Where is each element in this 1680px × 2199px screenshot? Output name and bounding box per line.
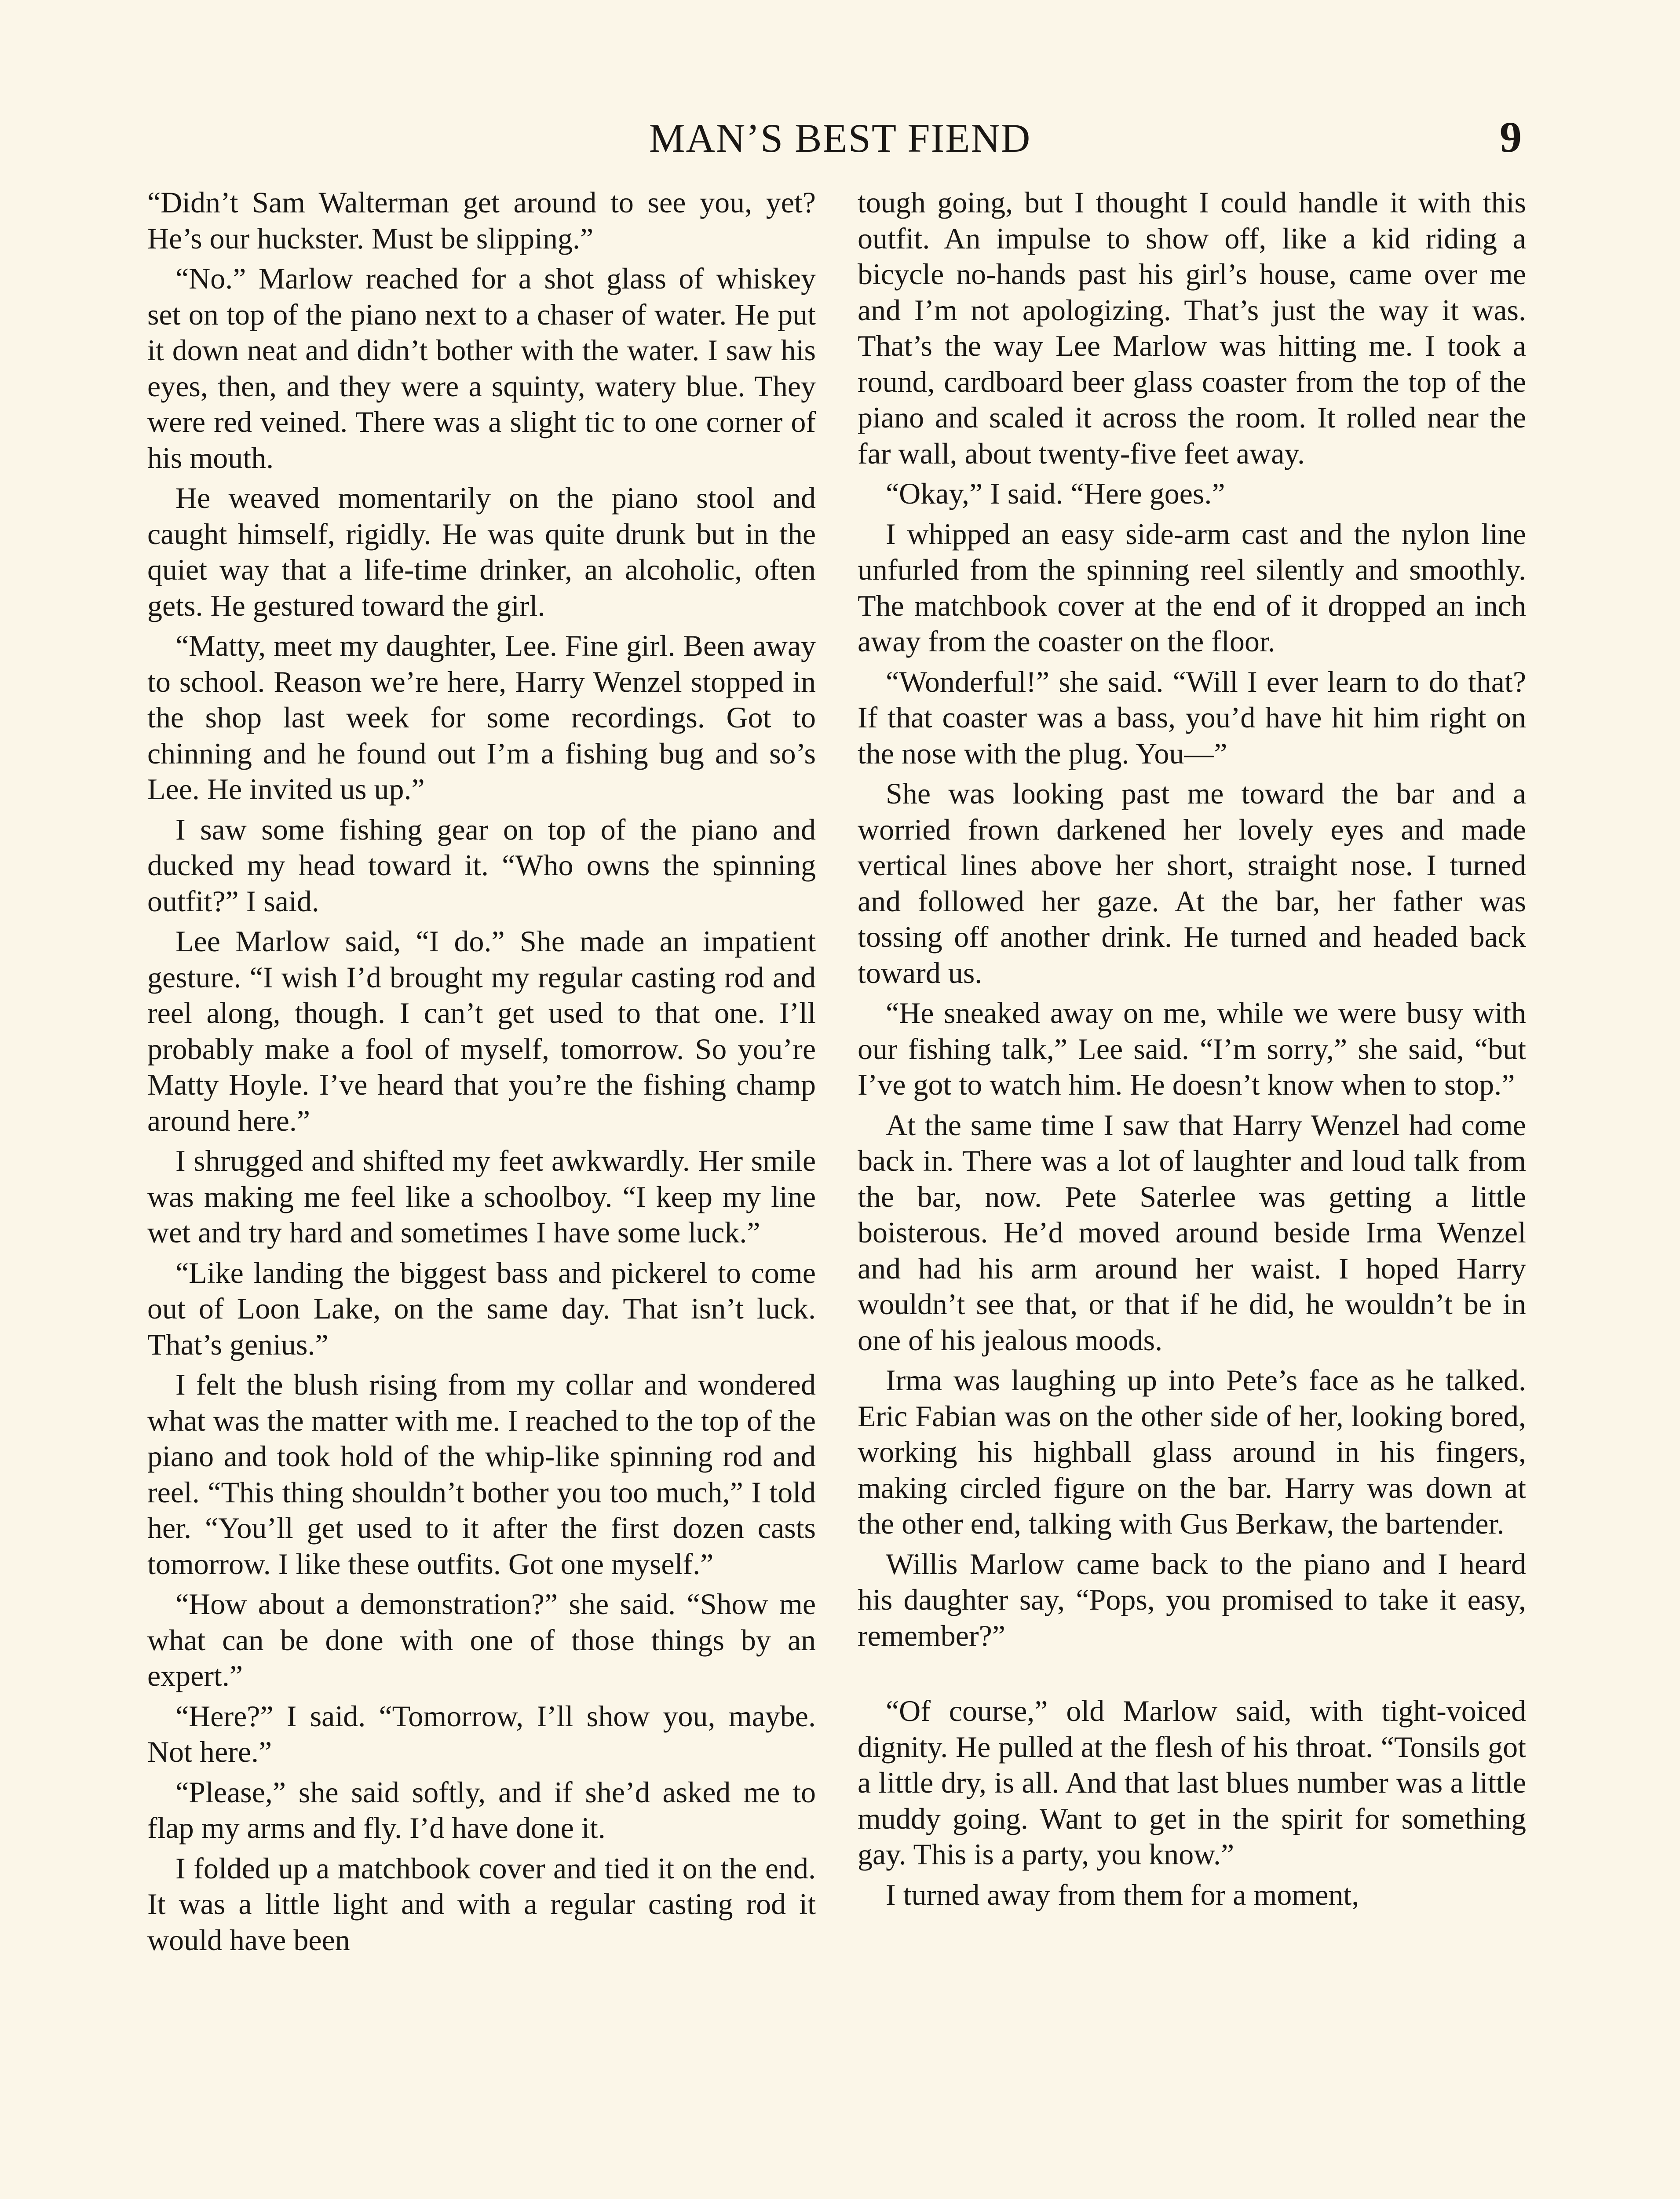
paragraph: At the same time I saw that Harry Wenzel had come back in. There was a lot of laughter and loud talk from the bar, now. Pete Saterlee was getting a little boisterous. He’d moved around beside Irma Wenzel and had his arm around her waist. I hoped Harry wouldn’t see that, or that if he did, he wouldn’t be in one of his jealous moods. xyxy=(858,1108,1526,1357)
paragraph: I saw some fishing gear on top of the piano and ducked my head toward it. “Who owns the spinning outfit?” I said. xyxy=(147,812,816,918)
paragraph: “Okay,” I said. “Here goes.” xyxy=(886,477,1225,510)
paragraph: I felt the blush rising from my collar and wondered what was the matter with me. I reached to the top of the piano and took hold of the whip-like spinning rod and reel. “This thing shouldn’t bother you too much,” I told her. “You’ll get used to it after the first dozen casts tomorrow. I like these outfits. Got one myself.” xyxy=(147,1368,816,1581)
paragraph: “Matty, meet my daughter, Lee. Fine girl. Been away to school. Reason we’re here, Harry Wenzel stopped in the shop last week for some recordings. Got to chinning and he found out I’m a fishing bug and so’s Lee. He invited us up.” xyxy=(147,629,816,806)
paragraph: “Please,” she said softly, and if she’d asked me to flap my arms and fly. I’d have done it. xyxy=(147,1775,816,1845)
paragraph: Lee Marlow said, “I do.” She made an impatient gesture. “I wish I’d brought my regular casting rod and reel along, though. I can’t get used to that one. I’ll probably make a fool of myself, tomorrow. So you’re Matty Hoyle. I’ve heard that you’re the fishing champ around here.” xyxy=(147,924,816,1137)
paragraph: He weaved momentarily on the piano stool and caught himself, rigidly. He was quite drunk but in the quiet way that a life-time drinker, an alcoholic, often gets. He gestured toward the girl. xyxy=(147,481,816,622)
paragraph: “No.” Marlow reached for a shot glass of whiskey set on top of the piano next to a chaser of water. He put it down neat and didn’t bother with the water. I saw his eyes, then, and they were a squinty, watery blue. They were red veined. There was a slight tic to one corner of his mouth. xyxy=(147,262,816,475)
paragraph: She was looking past me toward the bar and a worried frown darkened her lovely eyes and made vertical lines above her short, straight nose. I turned and followed her gaze. At the bar, her father was tossing off another drink. He turned and headed back toward us. xyxy=(858,777,1526,990)
paragraph: “Like landing the biggest bass and pickerel to come out of Loon Lake, on the same day. That isn’t luck. That’s genius.” xyxy=(147,1256,816,1361)
paragraph: I whipped an easy side-arm cast and the nylon line unfurled from the spinning reel silently and smoothly. The matchbook cover at the end of it dropped an inch away from the coaster on the floor. xyxy=(858,517,1526,658)
paragraph: I folded up a matchbook cover and tied it on the end. It was a little light and with a regular casting rod it would have been xyxy=(147,1851,816,1957)
paragraph: “Didn’t Sam Walterman get around to see you, yet? He’s our huckster. Must be slipping.” xyxy=(147,186,816,255)
right-text-column xyxy=(858,185,1526,1917)
paragraph: Irma was laughing up into Pete’s face as he talked. Eric Fabian was on the other side of her, looking bored, working his highball glass around in his fingers, making circled figure on the bar. Harry was down at the other end, talking with Gus Berkaw, the bartender. xyxy=(858,1363,1526,1540)
page-number: 9 xyxy=(1500,113,1522,161)
paragraph: I shrugged and shifted my feet awkwardly. Her smile was making me feel like a schoolboy. “I keep my line wet and try hard and sometimes I have some luck.” xyxy=(147,1144,816,1249)
paragraph: “Wonderful!” she said. “Will I ever learn to do that? If that coaster was a bass, you’d have hit him right on the nose with the plug. You—” xyxy=(858,665,1526,770)
running-header-title: MAN’S BEST FIEND xyxy=(649,116,1031,161)
paragraph: “Here?” I said. “Tomorrow, I’ll show you, maybe. Not here.” xyxy=(147,1699,816,1768)
left-text-column xyxy=(147,185,816,1962)
paragraph: “He sneaked away on me, while we were busy with our fishing talk,” Lee said. “I’m sorry,” she said, “but I’ve got to watch him. He doesn’t know when to stop.” xyxy=(858,996,1526,1101)
paragraph: Willis Marlow came back to the piano and I heard his daughter say, “Pops, you promised to take it easy, remember?” xyxy=(858,1547,1526,1652)
paragraph: “How about a demonstration?” she said. “Show me what can be done with one of those things by an expert.” xyxy=(147,1587,816,1692)
paragraph: “Of course,” old Marlow said, with tight-voiced dignity. He pulled at the flesh of his throat. “Tonsils got a little dry, is all. And that last blues number was a little muddy going. Want to get in the spirit for something gay. This is a party, you know.” xyxy=(858,1694,1526,1871)
paragraph: tough going, but I thought I could handle it with this outfit. An impulse to show off, like a kid riding a bicycle no-hands past his girl’s house, came over me and I’m not apologizing. That’s just the way it was. That’s the way Lee Marlow was hitting me. I took a round, cardboard beer glass coaster from the top of the piano and scaled it across the room. It rolled near the far wall, about twenty-five feet away. xyxy=(858,186,1526,470)
paragraph: I turned away from them for a moment, xyxy=(886,1878,1359,1911)
